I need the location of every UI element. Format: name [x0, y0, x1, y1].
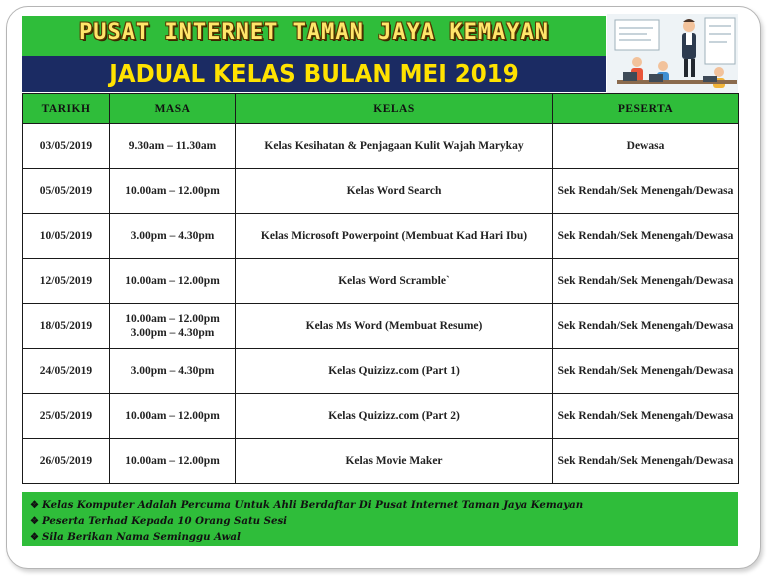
center-title: PUSAT INTERNET TAMAN JAYA KEMAYAN	[78, 20, 550, 45]
class-cell: Kelas Kesihatan & Penjagaan Kulit Wajah Marykay	[236, 124, 553, 169]
computer-class-illustration-icon	[607, 14, 738, 94]
diamond-bullet-icon: ❖	[30, 499, 39, 511]
schedule-title: JADUAL KELAS BULAN MEI 2019	[109, 59, 519, 88]
participant-cell: Sek Rendah/Sek Menengah/Dewasa	[553, 349, 739, 394]
class-cell: Kelas Word Search	[236, 169, 553, 214]
diamond-bullet-icon: ❖	[30, 531, 39, 543]
diamond-bullet-icon: ❖	[30, 515, 39, 527]
class-cell: Kelas Microsoft Powerpoint (Membuat Kad Hari Ibu)	[236, 214, 553, 259]
table-row	[23, 124, 739, 169]
time-cell: 3.00pm – 4.30pm	[110, 214, 236, 259]
time-cell: 3.00pm – 4.30pm	[110, 349, 236, 394]
table-row	[23, 304, 739, 349]
participant-cell: Sek Rendah/Sek Menengah/Dewasa	[553, 439, 739, 484]
participant-cell: Sek Rendah/Sek Menengah/Dewasa	[553, 169, 739, 214]
time-cell: 9.30am – 11.30am	[110, 124, 236, 169]
date-cell: 18/05/2019	[23, 304, 110, 349]
class-cell: Kelas Movie Maker	[236, 439, 553, 484]
note-text: Peserta Terhad Kepada 10 Orang Satu Sesi	[42, 515, 288, 527]
time-cell: 10.00am – 12.00pm	[110, 439, 236, 484]
class-cell: Kelas Quizizz.com (Part 1)	[236, 349, 553, 394]
date-cell: 03/05/2019	[23, 124, 110, 169]
participant-cell: Sek Rendah/Sek Menengah/Dewasa	[553, 259, 739, 304]
time-cell	[110, 304, 236, 349]
note-item	[30, 513, 738, 529]
class-cell: Kelas Quizizz.com (Part 2)	[236, 394, 553, 439]
participant-cell: Sek Rendah/Sek Menengah/Dewasa	[553, 394, 739, 439]
table-row	[23, 394, 739, 439]
column-header-peserta: PESERTA	[553, 94, 739, 124]
table-row	[23, 439, 739, 484]
participant-cell: Sek Rendah/Sek Menengah/Dewasa	[553, 214, 739, 259]
participant-cell: Dewasa	[553, 124, 739, 169]
notes-box	[22, 492, 738, 546]
note-item	[30, 497, 738, 513]
class-cell: Kelas Ms Word (Membuat Resume)	[236, 304, 553, 349]
table-row	[23, 349, 739, 394]
schedule-table	[22, 93, 739, 484]
time-cell: 10.00am – 12.00pm	[110, 394, 236, 439]
note-item	[30, 529, 738, 545]
column-header-tarikh: TARIKH	[23, 94, 110, 124]
time-slot-1: 10.00am – 12.00pm	[125, 313, 220, 325]
time-cell: 10.00am – 12.00pm	[110, 259, 236, 304]
date-cell: 26/05/2019	[23, 439, 110, 484]
column-header-kelas: KELAS	[236, 94, 553, 124]
date-cell: 24/05/2019	[23, 349, 110, 394]
column-header-masa: MASA	[110, 94, 236, 124]
date-cell: 25/05/2019	[23, 394, 110, 439]
participant-cell: Sek Rendah/Sek Menengah/Dewasa	[553, 304, 739, 349]
table-header-row	[23, 94, 739, 124]
time-slot-2: 3.00pm – 4.30pm	[130, 327, 215, 339]
class-cell: Kelas Word Scramble`	[236, 259, 553, 304]
table-row	[23, 259, 739, 304]
note-text: Sila Berikan Nama Seminggu Awal	[42, 531, 241, 543]
time-cell: 10.00am – 12.00pm	[110, 169, 236, 214]
date-cell: 10/05/2019	[23, 214, 110, 259]
table-row	[23, 214, 739, 259]
note-text: Kelas Komputer Adalah Percuma Untuk Ahli Berdaftar Di Pusat Internet Taman Jaya Kemayan	[42, 499, 584, 511]
date-cell: 12/05/2019	[23, 259, 110, 304]
date-cell: 05/05/2019	[23, 169, 110, 214]
table-row	[23, 169, 739, 214]
